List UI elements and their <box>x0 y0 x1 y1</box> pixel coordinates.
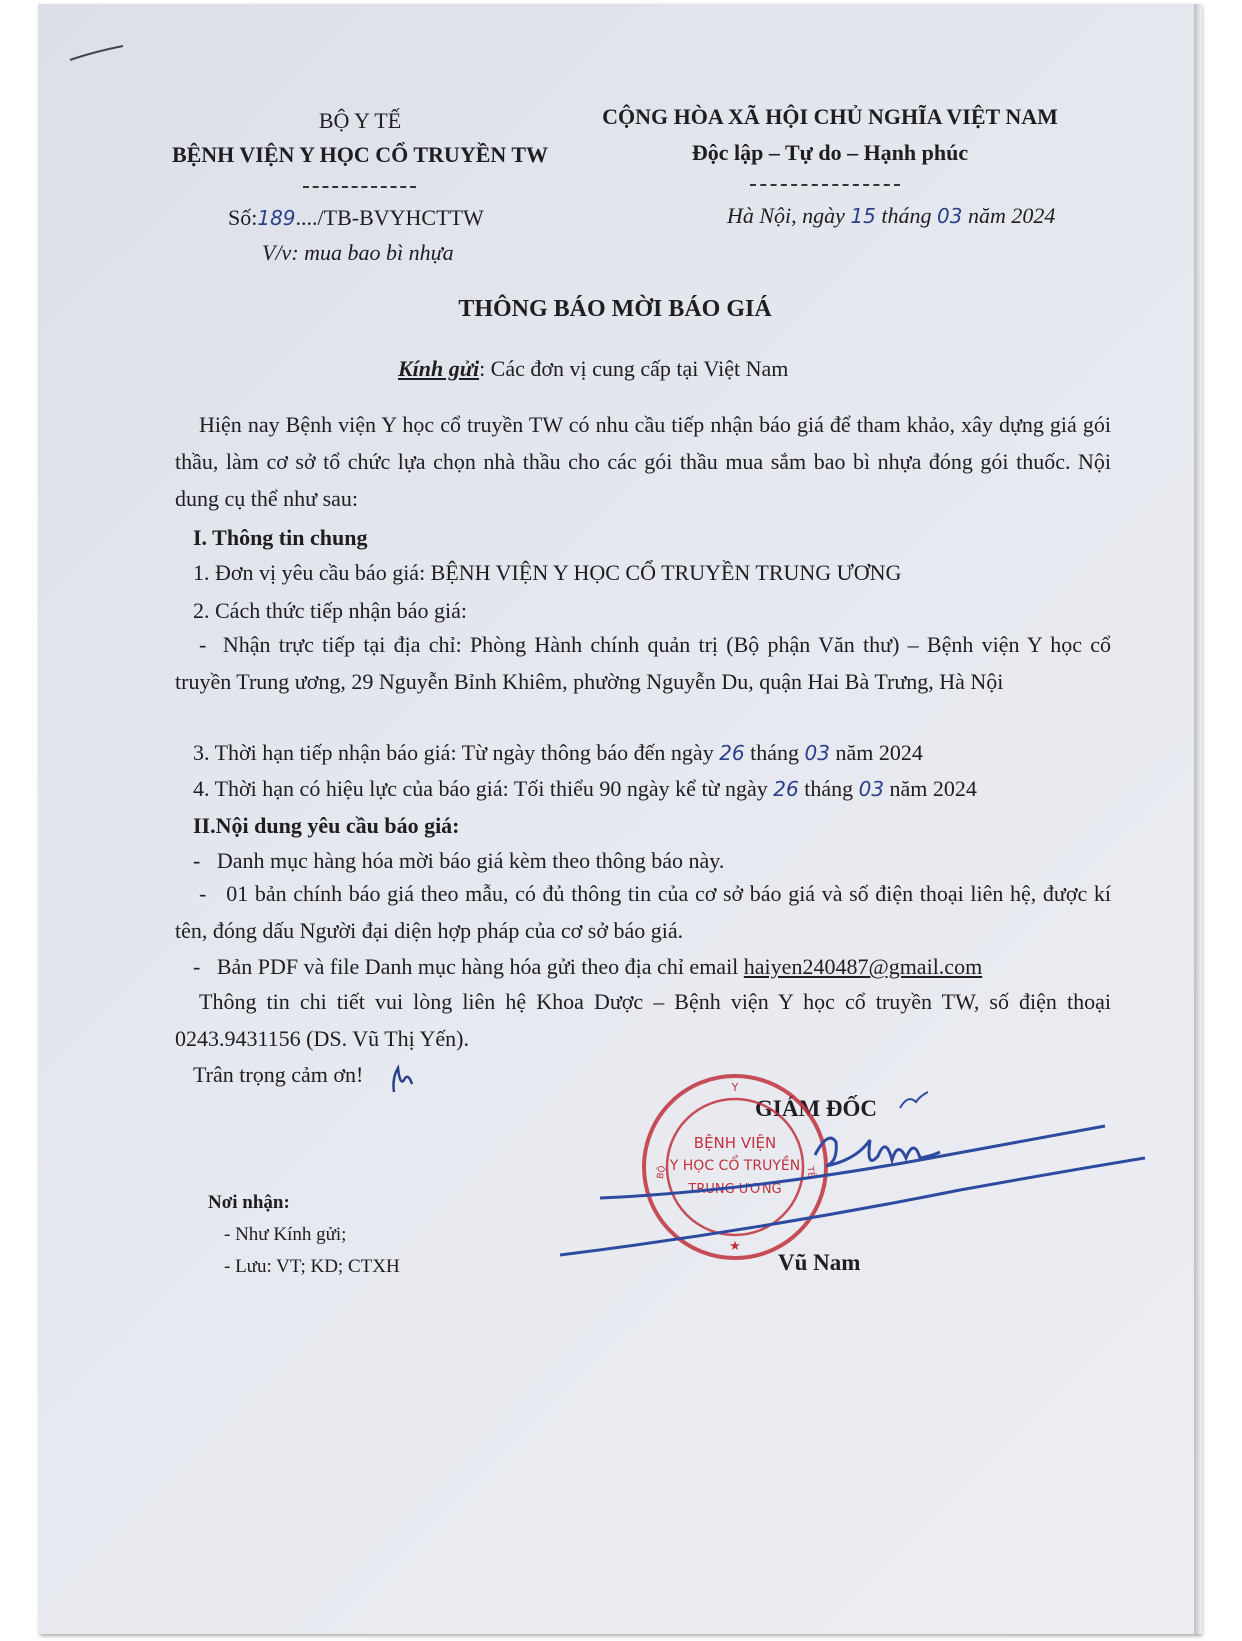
document-number: Số:189..../TB-BVYHCTTW <box>228 205 484 230</box>
issue-date: Hà Nội, ngày 15 tháng 03 năm 2024 <box>727 203 1056 228</box>
recipient-item: - Lưu: VT; KD; CTXH <box>224 1256 400 1277</box>
section-1-item-2: 2. Cách thức tiếp nhận báo giá: <box>193 598 468 623</box>
handwritten-month: 03 <box>937 204 963 228</box>
stamp-line-3: TRUNG ƯƠNG <box>688 1182 782 1197</box>
thanks-line: Trân trọng cảm ơn! <box>193 1062 364 1087</box>
hospital-name: BỆNH VIỆN Y HỌC CỔ TRUYỀN TW <box>171 142 549 167</box>
stamp-left: BỘ <box>655 1164 669 1180</box>
intro-paragraph: Hiện nay Bệnh viện Y học cổ truyền TW có nhu cầu tiếp nhận báo giá để tham khảo, xây dựng giá gói thầu, làm cơ sở tổ chức lựa chọn nhà thầu cho các gói thầu mua sắm bao bì nhựa đóng gói thuốc. Nội dung cụ thể như sau: <box>175 412 1111 511</box>
handwritten-day: 15 <box>850 204 876 228</box>
recipient-item: - Như Kính gửi; <box>224 1224 347 1245</box>
stamp-right: TẾ <box>804 1165 816 1179</box>
section-1-heading: I. Thông tin chung <box>193 525 368 550</box>
signer-name: Vũ Nam <box>778 1250 861 1275</box>
handwritten-deadline-month: 03 <box>804 741 830 765</box>
section-2-heading: II.Nội dung yêu cầu báo giá: <box>193 813 460 838</box>
section-2-bullet-3: - Bản PDF và file Danh mục hàng hóa gửi theo địa chỉ email haiyen240487@gmail.com <box>193 954 983 979</box>
handwritten-validity-month: 03 <box>858 777 885 801</box>
handwritten-number: 189 <box>257 206 296 230</box>
section-1-item-1: 1. Đơn vị yêu cầu báo giá: BỆNH VIỆN Y HỌC CỔ TRUYỀN TRUNG ƯƠNG <box>193 560 902 585</box>
stamp-top: Y <box>731 1081 739 1094</box>
header-right-divider <box>750 184 900 186</box>
section-2-bullet-2: - 01 bản chính báo giá theo mẫu, có đủ thông tin của cơ sở báo giá và số điện thoại liên hệ, được kí tên, đóng dấu Người đại diện hợp pháp của cơ sở báo giá. <box>175 881 1111 943</box>
section-2-bullet-1: - Danh mục hàng hóa mời báo giá kèm theo thông báo này. <box>193 848 725 873</box>
section-1-item-2-detail: - Nhận trực tiếp tại địa chỉ: Phòng Hành chính quản trị (Bộ phận Văn thư) – Bệnh viện Y học cổ truyền Trung ương, 29 Nguyễn Bỉnh Khiêm, phường Nguyễn Du, quận Hai Bà Trưng, Hà Nội <box>175 632 1111 694</box>
stamp-line-1: BỆNH VIỆN <box>693 1134 777 1152</box>
ministry-name: BỘ Y TẾ <box>318 108 402 133</box>
motto: Độc lập – Tự do – Hạnh phúc <box>691 140 969 165</box>
country-name: CỘNG HÒA XÃ HỘI CHỦ NGHĨA VIỆT NAM <box>602 104 1058 129</box>
subject-line: V/v: mua bao bì nhựa <box>262 240 454 265</box>
document-title: THÔNG BÁO MỜI BÁO GIÁ <box>458 296 772 322</box>
section-1-item-4: 4. Thời hạn có hiệu lực của báo giá: Tối thiểu 90 ngày kể từ ngày 26 tháng 03 năm 2024 <box>193 776 977 801</box>
addressee: Kính gửi: Các đơn vị cung cấp tại Việt Nam <box>398 356 789 381</box>
director-signature <box>560 1080 1150 1270</box>
recipients-label: Nơi nhận: <box>208 1192 290 1213</box>
handwritten-validity-day: 26 <box>773 777 799 801</box>
section-1-item-3: 3. Thời hạn tiếp nhận báo giá: Từ ngày thông báo đến ngày 26 tháng 03 năm 2024 <box>193 740 923 765</box>
email-link[interactable]: haiyen240487@gmail.com <box>743 954 983 979</box>
stamp-line-2: Y HỌC CỔ TRUYỀN <box>669 1158 801 1174</box>
pen-mark <box>68 42 128 64</box>
signature-title: GIÁM ĐỐC <box>755 1096 878 1121</box>
page-edge <box>1194 4 1202 1634</box>
handwritten-deadline-day: 26 <box>719 741 745 765</box>
svg-text:★: ★ <box>729 1239 741 1254</box>
contact-paragraph: Thông tin chi tiết vui lòng liên hệ Khoa Dược – Bệnh viện Y học cổ truyền TW, số điện thoại 0243.9431156 (DS. Vũ Thị Yến). <box>175 989 1111 1051</box>
header-left-divider <box>303 186 416 188</box>
initial-mark <box>388 1062 418 1098</box>
